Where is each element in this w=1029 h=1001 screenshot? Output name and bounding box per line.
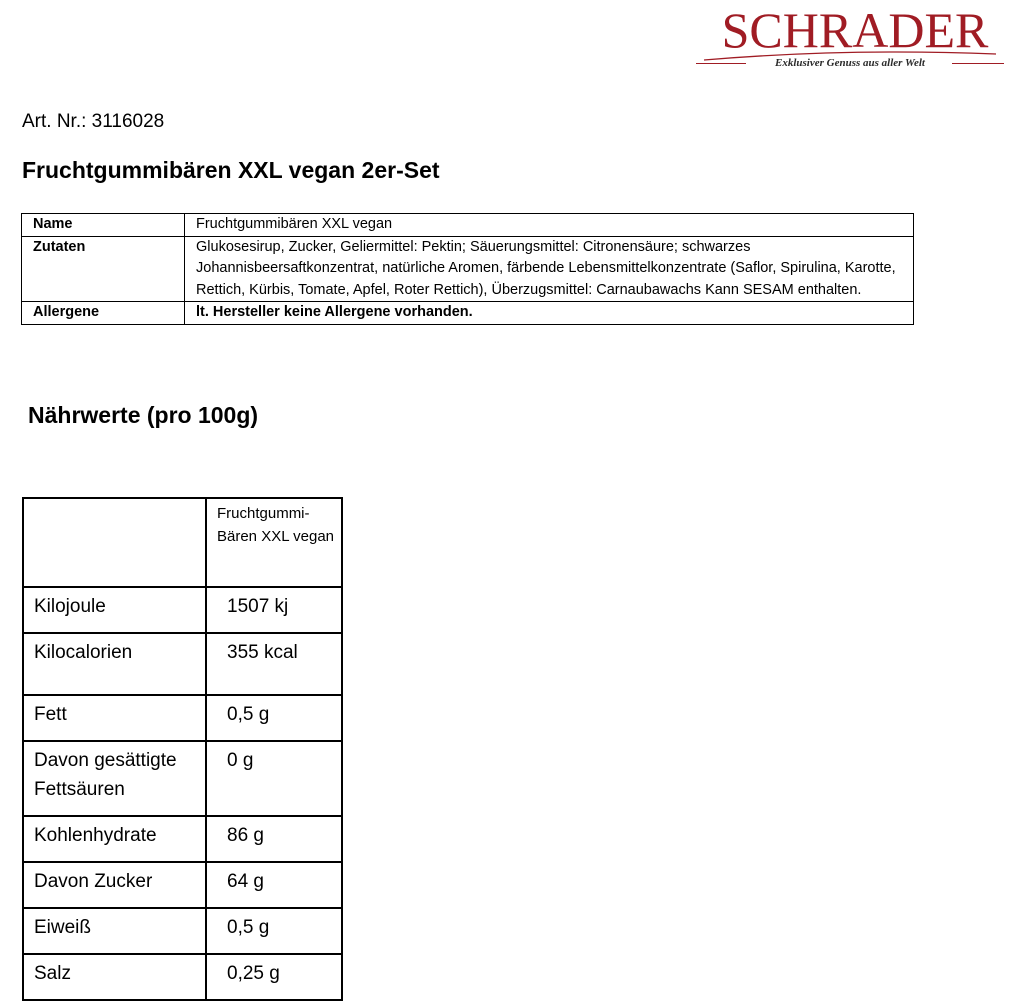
logo-rule-left xyxy=(696,63,746,64)
nutrition-value: 0,25 g xyxy=(206,954,342,1000)
nutrition-label: Davon gesättigte Fettsäuren xyxy=(23,741,206,816)
info-row-name xyxy=(22,214,914,237)
nutrition-label: Kohlenhydrate xyxy=(23,816,206,862)
info-value: Fruchtgummibären XXL vegan xyxy=(185,214,914,237)
article-number: Art. Nr.: 3116028 xyxy=(22,111,165,132)
info-label: Name xyxy=(22,214,185,237)
nutrition-value: 86 g xyxy=(206,816,342,862)
product-info-table xyxy=(21,213,914,325)
product-title: Fruchtgummibären XXL vegan 2er-Set xyxy=(22,157,440,183)
nutrition-row xyxy=(23,741,342,816)
info-row-allergens xyxy=(22,302,914,325)
logo-tagline: Exklusiver Genuss aus aller Welt xyxy=(775,57,925,69)
nutrition-table xyxy=(22,497,343,1001)
nutrition-value: 64 g xyxy=(206,862,342,908)
nutrition-header-row xyxy=(23,498,342,587)
nutrition-row xyxy=(23,587,342,633)
nutrition-label: Kilojoule xyxy=(23,587,206,633)
info-value: lt. Hersteller keine Allergene vorhanden. xyxy=(185,302,914,325)
nutrition-row xyxy=(23,862,342,908)
nutrition-label: Salz xyxy=(23,954,206,1000)
nutrition-label: Eiweiß xyxy=(23,908,206,954)
nutrition-value: 0,5 g xyxy=(206,695,342,741)
nutrition-header-empty xyxy=(23,498,206,587)
nutrition-value: 0,5 g xyxy=(206,908,342,954)
nutrition-row xyxy=(23,954,342,1000)
nutrition-label: Davon Zucker xyxy=(23,862,206,908)
nutrition-row xyxy=(23,633,342,695)
logo-rule-right xyxy=(952,63,1004,64)
nutrition-label: Fett xyxy=(23,695,206,741)
nutrition-row xyxy=(23,695,342,741)
logo-wordmark: SCHRADER xyxy=(721,2,989,58)
brand-logo xyxy=(696,2,1006,72)
nutrition-value: 355 kcal xyxy=(206,633,342,695)
info-label: Zutaten xyxy=(22,236,185,302)
nutrition-value: 0 g xyxy=(206,741,342,816)
nutrition-label: Kilocalorien xyxy=(23,633,206,695)
info-value: Glukosesirup, Zucker, Geliermittel: Pektin; Säuerungsmittel: Citronensäure; schwarzes Johannisbeersaftkonzentrat, natürliche Aromen, färbende Lebensmittelkonzentrate (Saflor, Spirulina, Karotte, Rettich, Kürbis, Tomate, Apfel, Roter Rettich), Überzugsmittel: Carnaubawachs Kann SESAM enthalten. xyxy=(185,236,914,302)
nutrition-row xyxy=(23,816,342,862)
info-label: Allergene xyxy=(22,302,185,325)
info-row-ingredients xyxy=(22,236,914,302)
nutrition-heading: Nährwerte (pro 100g) xyxy=(28,402,259,428)
nutrition-row xyxy=(23,908,342,954)
nutrition-column-header: Fruchtgummi-Bären XXL vegan xyxy=(206,498,342,587)
nutrition-value: 1507 kj xyxy=(206,587,342,633)
